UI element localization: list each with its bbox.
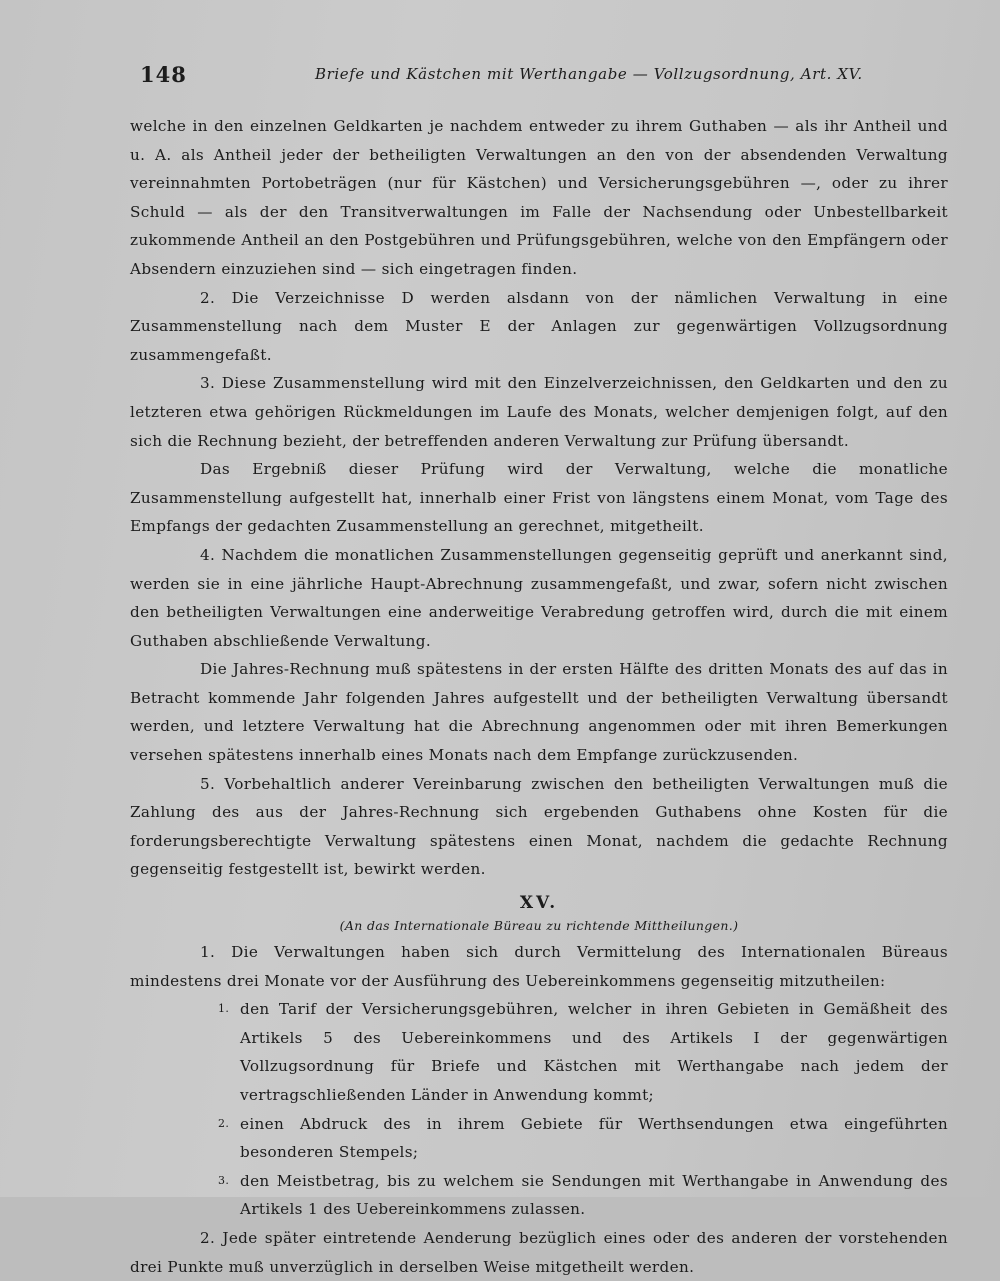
section-intro: 1. Die Verwaltungen haben sich durch Vermittelung des Internationalen Büreaus mindestens drei Monate vor der Ausführung des Uebereinkommens gegenseitig mitzutheilen: <box>130 943 948 990</box>
page-number: 148 <box>140 62 187 87</box>
section-list <box>130 995 948 1224</box>
list-item <box>130 1167 948 1224</box>
list-item-text: den Tarif der Versicherungsgebühren, welcher in ihren Gebieten in Gemäßheit des Artikels 5 des Uebereinkommens und des Artikels I der gegenwärtigen Vollzugsordnung für Briefe und Kästchen mit Werthangabe nach jedem der vertragschließenden Länder in Anwendung kommt; <box>240 1000 948 1104</box>
paragraph-4-annual: Die Jahres-Rechnung muß spätestens in der ersten Hälfte des dritten Monats des auf das in Betracht kommende Jahr folgenden Jahres aufgestellt und der betheiligten Verwaltung übersandt werden, und letztere Verwaltung hat die Abrechnung angenommen oder mit ihren Bemerkungen versehen spätestens innerhalb eines Monats nach dem Empfange zurückzusenden. <box>130 660 948 765</box>
paragraph-continuation: welche in den einzelnen Geldkarten je nachdem entweder zu ihrem Guthaben — als ihr Antheil und u. A. als Antheil jeder der betheiligten Verwaltungen an den von der absendenden Verwaltung vereinnahmten Portobeträgen (nur für Kästchen) und Versicherungsgebühren —, oder zu ihrer Schuld — als der den Transitverwaltungen im Falle der Nachsendung oder Unbestellbarkeit zukommende Antheil an den Postgebühren und Prüfungsgebühren, welche von den Empfängern oder Absendern einzuziehen sind — sich eingetragen finden. <box>130 117 948 278</box>
page-header <box>140 62 950 96</box>
paragraph-2: 2. Die Verzeichnisse D werden alsdann von der nämlichen Verwaltung in eine Zusammenstellung nach dem Muster E der Anlagen zur gegenwärtigen Vollzugsordnung zusammengefaßt. <box>130 288 948 364</box>
section-subtitle: (An das Internationale Büreau zu richtende Mittheilungen.) <box>339 918 739 934</box>
list-item-text: einen Abdruck des in ihrem Gebiete für Werthsendungen etwa eingeführten besonderen Stempels; <box>240 1114 948 1162</box>
list-item-text: den Meistbetrag, bis zu welchem sie Sendungen mit Werthangabe in Anwendung des Artikels 1 des Uebereinkommens zulassen. <box>240 1171 948 1219</box>
document-body <box>130 112 948 1281</box>
section-closing: 2. Jede später eintretende Aenderung bezüglich eines oder des anderen der vorstehenden drei Punkte muß unverzüglich in derselben Weise mitgetheilt werden. <box>130 1228 948 1276</box>
list-item <box>130 995 948 1109</box>
paragraph-5: 5. Vorbehaltlich anderer Vereinbarung zwischen den betheiligten Verwaltungen muß die Zahlung des aus der Jahres-Rechnung sich ergebenden Guthabens ohne Kosten für die forderungsberechtigte Verwaltung spätestens einen Monat, nachdem die gedachte Rechnung gegenseitig festgestellt ist, bewirkt werden. <box>130 774 948 879</box>
list-item-number: 3. <box>218 1173 230 1187</box>
list-item <box>130 1110 948 1167</box>
section-title: XV. <box>519 893 559 914</box>
paragraph-4: 4. Nachdem die monatlichen Zusammenstellungen gegenseitig geprüft und anerkannt sind, werden sie in eine jährliche Haupt-Abrechnung zusammengefaßt, und zwar, sofern nicht zwischen den betheiligten Verwaltungen eine anderweitige Verabredung getroffen wird, durch die mit einem Guthaben abschließende Verwaltung. <box>130 545 948 650</box>
list-item-number: 2. <box>218 1116 230 1130</box>
list-item-number: 1. <box>218 1002 230 1016</box>
running-head: Briefe und Kästchen mit Werthangabe — Vollzugsordnung, Art. XV. <box>315 65 863 83</box>
paragraph-3: 3. Diese Zusammenstellung wird mit den Einzelverzeichnissen, den Geldkarten und den zu letzteren etwa gehörigen Rückmeldungen im Laufe des Monats, welcher demjenigen folgt, auf den sich die Rechnung bezieht, der betreffenden anderen Verwaltung zur Prüfung übersandt. <box>130 374 948 450</box>
paragraph-3-result: Das Ergebniß dieser Prüfung wird der Verwaltung, welche die monatliche Zusammenstellung aufgestellt hat, innerhalb einer Frist von längstens einem Monat, vom Tage des Empfangs der gedachten Zusammenstellung an gerechnet, mitgetheilt. <box>130 460 948 536</box>
